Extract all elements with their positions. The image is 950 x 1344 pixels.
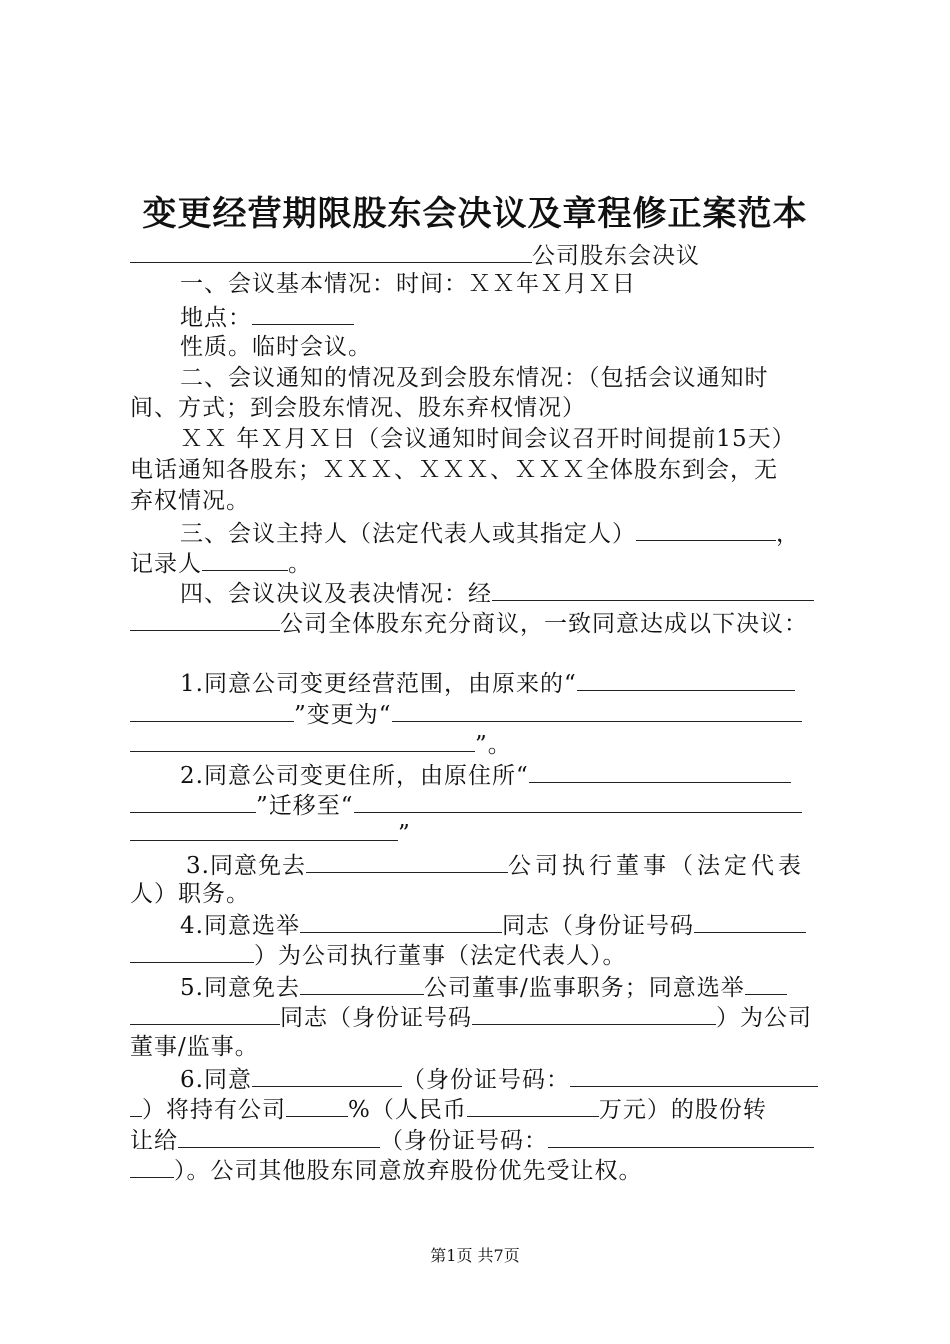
item-2-cont-2 [130, 818, 411, 848]
item-6-blank-2 [570, 1064, 818, 1087]
item-6-text-7: （身份证号码： [380, 1128, 548, 1154]
page-footer: 第1页 共7页 [430, 1246, 520, 1265]
item-2-blank-4 [130, 818, 398, 841]
item-4-cont [130, 940, 627, 970]
item-6-blank-4 [286, 1094, 348, 1117]
item-2-blank-3 [354, 790, 802, 813]
item-6-text-2: （身份证号码： [401, 1067, 570, 1093]
item-2-cont [130, 790, 802, 820]
section-3-line [180, 518, 800, 548]
period: 。 [288, 551, 312, 577]
recorder-line [130, 548, 312, 578]
location-line [180, 302, 354, 332]
item-5-blank-4 [472, 1002, 716, 1025]
item-6-text-3: ）将持有公司 [142, 1097, 286, 1123]
location-label: 地点： [180, 305, 252, 331]
item-5-text-2: 公司董事/监事职务；同意选举 [423, 975, 745, 1001]
item-3-text-2: 公司执行董事（法定代表 [507, 853, 805, 879]
item-6-blank-7 [548, 1125, 814, 1148]
comma: ， [776, 521, 800, 547]
item-2-line [180, 760, 791, 790]
notice-line: ＸＸ 年Ｘ月Ｘ日（会议通知时间会议召开时间提前15天） [180, 426, 796, 452]
item-5-blank [300, 972, 424, 995]
item-3-blank [306, 850, 508, 873]
item-6-cont-2 [130, 1125, 814, 1155]
nature-line: 性质。临时会议。 [180, 334, 372, 360]
item-1-blank-4 [130, 729, 475, 752]
document-title: 变更经营期限股东会决议及章程修正案范本 [142, 194, 808, 234]
host-blank [636, 518, 776, 541]
item-6-text-6: 让给 [130, 1128, 178, 1154]
item-4-line [180, 910, 806, 940]
item-5-text-3: 同志（身份证号码 [280, 1005, 472, 1031]
item-4-blank [300, 910, 502, 933]
item-4-blank-2 [694, 910, 806, 933]
section-2-cont: 间、方式；到会股东情况、股东弃权情况） [130, 395, 586, 421]
item-5-text: 5.同意免去 [180, 975, 300, 1001]
item-4-text-2: 同志（身份证号码 [501, 913, 694, 939]
host-label: 三、会议主持人（法定代表人或其指定人） [180, 521, 636, 547]
item-3-text: 3.同意免去 [186, 853, 306, 879]
notice-line-3: 弃权情况。 [130, 488, 250, 514]
notice-line-2: 电话通知各股东；ＸＸＸ、ＸＸＸ、ＸＸＸ全体股东到会，无 [130, 457, 778, 483]
item-1-cont-2 [130, 729, 512, 759]
item-6-blank-8 [130, 1155, 174, 1178]
item-2-text: 2.同意公司变更住所，由原住所“ [180, 763, 529, 789]
item-1-text: 1.同意公司变更经营范围，由原来的“ [180, 671, 577, 697]
resolution-heading [130, 240, 700, 270]
item-5-line [180, 972, 787, 1002]
item-6-blank-6 [178, 1125, 380, 1148]
item-2-blank [529, 760, 791, 783]
section-4-cont [130, 608, 808, 638]
item-6-text-5: 万元）的股份转 [598, 1097, 767, 1123]
section-4-line [180, 578, 814, 608]
item-1-end: ”。 [475, 732, 512, 758]
section-2-line: 二、会议通知的情况及到会股东情况：（包括会议通知时 [180, 365, 769, 391]
resolution-heading-text: 公司股东会决议 [532, 243, 700, 269]
item-5-text-4: ）为公司 [716, 1005, 812, 1031]
item-4-blank-3 [130, 940, 254, 963]
item-5-blank-3 [130, 1002, 280, 1025]
item-6-line [180, 1064, 818, 1094]
item-5-cont-2: 董事/监事。 [130, 1034, 259, 1060]
item-6-cont [130, 1094, 767, 1124]
item-2-end: ” [398, 821, 411, 847]
section-1-line: 一、会议基本情况：时间：ＸＸ年Ｘ月Ｘ日 [180, 271, 636, 297]
item-3-line [186, 850, 805, 880]
item-2-move: ”迁移至“ [256, 793, 354, 819]
item-1-change: ”变更为“ [294, 702, 392, 728]
item-5-blank-2 [745, 972, 787, 995]
item-4-text: 4.同意选举 [180, 913, 300, 939]
location-blank [252, 302, 354, 325]
section-4-label: 四、会议决议及表决情况：经 [180, 581, 492, 607]
item-6-blank-3 [130, 1094, 142, 1117]
item-3-cont: 人）职务。 [130, 881, 250, 907]
item-1-cont [130, 699, 802, 729]
item-6-cont-3 [130, 1155, 643, 1185]
recorder-blank [202, 548, 288, 571]
company-name-blank [130, 240, 532, 263]
item-1-line [180, 668, 795, 698]
item-6-text-4: %（人民币 [348, 1097, 467, 1123]
item-1-blank-3 [392, 699, 802, 722]
section-4-blank-2 [130, 608, 280, 631]
item-4-end: ）为公司执行董事（法定代表人）。 [254, 943, 627, 969]
section-4-text: 公司全体股东充分商议，一致同意达成以下决议： [280, 611, 808, 637]
item-6-blank-5 [467, 1094, 599, 1117]
item-5-cont [130, 1002, 812, 1032]
item-1-blank-2 [130, 699, 294, 722]
item-2-blank-2 [130, 790, 256, 813]
item-6-text: 6.同意 [180, 1067, 252, 1093]
item-6-blank [252, 1064, 402, 1087]
item-6-end: ）。公司其他股东同意放弃股份优先受让权。 [174, 1158, 643, 1184]
section-4-blank [492, 578, 814, 601]
recorder-label: 记录人 [130, 551, 202, 577]
item-1-blank [577, 668, 795, 691]
